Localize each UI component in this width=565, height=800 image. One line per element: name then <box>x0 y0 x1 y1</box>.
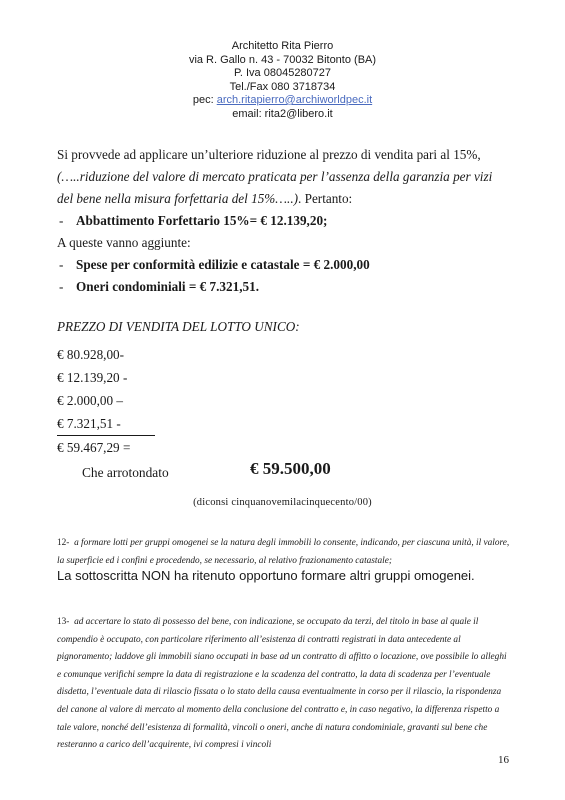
address: via R. Gallo n. 43 - 70032 Bitonto (BA) <box>188 53 377 66</box>
section-12-text: a formare lotti per gruppi omogenei se la natura degli immobili lo consente, indicando, per ciascuna unità, il valore, la superficie ed i confini e procedendo, se necessario, al relativo frazionamento catastale; <box>57 538 510 566</box>
bullet-dash: - <box>59 279 64 294</box>
letterhead <box>0 40 565 121</box>
rounded-label: Che arrotondato <box>82 465 169 480</box>
bullet-dash: - <box>59 213 64 228</box>
pec-line <box>0 94 565 108</box>
abatement-item <box>57 210 507 232</box>
pec-label: pec: <box>192 94 217 106</box>
intro-line: Si provvede ad applicare un’ulteriore riduzione al prezzo di vendita pari al 15%, <box>57 147 481 162</box>
section-12-number: 12- <box>57 538 70 548</box>
price-calculation <box>57 343 507 459</box>
rounded-price <box>82 459 502 481</box>
price-total: € 59.467,29 = <box>57 440 131 455</box>
price-line: € 80.928,00- <box>57 347 125 362</box>
intro-paragraph <box>57 144 507 210</box>
section-12 <box>57 535 512 570</box>
price-line: € 7.321,51 - <box>57 412 155 436</box>
condo-item <box>57 276 507 298</box>
email-line: email: rita2@libero.it <box>232 107 333 120</box>
amount-in-words: (diconsi cinquanovemilacinquecento/00) <box>193 497 372 508</box>
section-13 <box>57 614 512 755</box>
architect-name: Architetto Rita Pierro <box>231 40 334 52</box>
expenses-item <box>57 254 507 276</box>
phone-fax: Tel./Fax 080 3718734 <box>229 80 336 93</box>
document-body <box>57 144 507 459</box>
abatement-text: Abbattimento Forfettario 15%= € 12.139,20; <box>76 213 328 228</box>
bullet-dash: - <box>59 257 64 272</box>
section-13-number: 13- <box>57 617 70 627</box>
expenses-text: Spese per conformità edilizie e catastale = € 2.000,00 <box>76 257 370 272</box>
reduction-note: (…..riduzione del valore di mercato praticata per l’assenza della garanzia per vizi del bene nella misura forfettaria del 15%…..) <box>57 169 493 206</box>
section-12-statement: La sottoscritta NON ha ritenuto opportuno formare altri gruppi omogenei. <box>57 568 475 583</box>
vat-number: P. Iva 08045280727 <box>233 67 332 79</box>
pec-email-link[interactable]: arch.ritapierro@archiworldpec.it <box>216 94 373 106</box>
condo-text: Oneri condominiali = € 7.321,51. <box>76 279 259 294</box>
rounded-amount: € 59.500,00 <box>250 459 331 478</box>
pertanto-text: . Pertanto: <box>298 191 353 206</box>
price-line: € 2.000,00 – <box>57 393 123 408</box>
page-number: 16 <box>498 754 509 766</box>
added-intro: A queste vanno aggiunte: <box>57 235 191 250</box>
price-line: € 12.139,20 - <box>57 370 128 385</box>
price-heading: PREZZO DI VENDITA DEL LOTTO UNICO: <box>57 319 300 334</box>
section-13-text: ad accertare lo stato di possesso del bene, con indicazione, se occupato da terzi, del titolo in base al quale il compendio è occupato, con particolare riferimento all’esistenza di contratti registrati in data antecedente al pignoramento; laddove gli immobili siano occupati in base ad un contratto di affitto o locazione, ove possibile lo alleghi e comunque verifichi sempre la data di registrazione e la scadenza del contratto, la data di scadenza per l’eventuale disdetta, l’eventuale data di rilascio fissata o lo stato della causa eventualmente in corso per il rilascio, la rispondenza del canone al valore di mercato al momento della conclusione del contratto e, in caso negativo, la differenza rispetto a tale valore, nonché dell’esistenza di formalità, vincoli o oneri, anche di natura condominiale, gravanti sul bene che resteranno a carico dell’acquirente, ivi compresi i vincoli <box>57 617 507 751</box>
